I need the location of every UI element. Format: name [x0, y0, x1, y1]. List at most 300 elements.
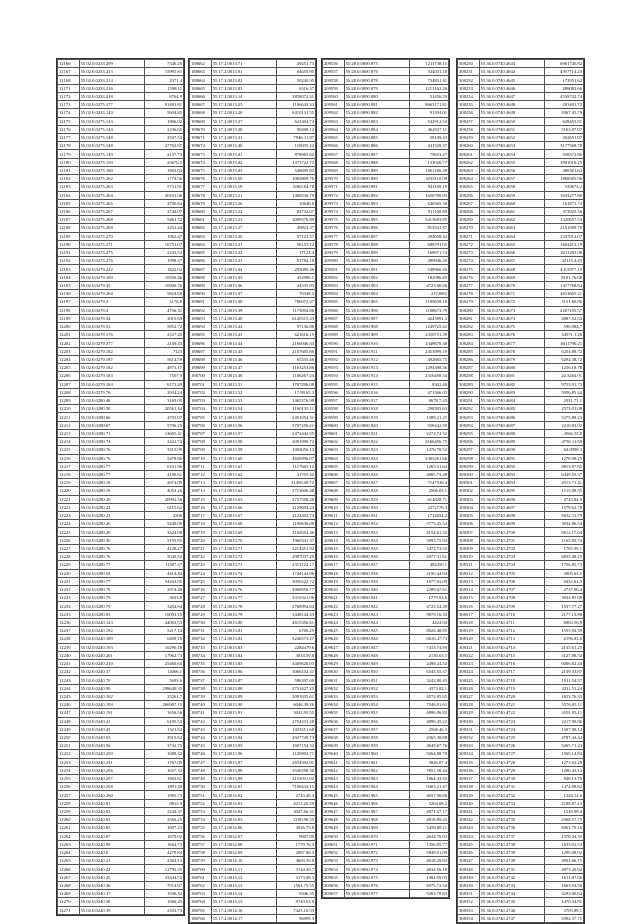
cadastral-number-cell: 55.17.2.0013.93: [211, 725, 276, 733]
cadastral-number-cell: 55.36.0.0740.4743: [479, 881, 544, 889]
table-row: [190, 133, 316, 141]
row-id-cell: 308316: [458, 602, 480, 610]
cadastral-number-cell: 55.36.0.0740.4643: [479, 60, 544, 68]
value-cell: 8665171.81: [409, 101, 448, 109]
row-id-cell: 12166: [58, 60, 80, 68]
table-row: [190, 446, 316, 454]
row-id-cell: 12209: [58, 396, 80, 404]
row-id-cell: 188761: [190, 873, 212, 881]
cadastral-number-cell: 55.36.0.0740.4688: [479, 429, 544, 437]
table-row: [323, 273, 449, 281]
value-cell: 3469626.03: [276, 659, 315, 667]
row-id-cell: 12230: [58, 569, 80, 577]
row-id-cell: 188701: [190, 380, 212, 388]
cadastral-number-cell: 55.36.0.0740.4735: [479, 816, 544, 824]
cadastral-number-cell: 55.02.0.0280.79: [79, 594, 144, 602]
table-row: [458, 750, 584, 758]
row-id-cell: 209588: [323, 323, 345, 331]
cadastral-number-cell: 55.02.0.0240.104: [79, 701, 144, 709]
table-row: [58, 314, 184, 322]
value-cell: 2077.31.61: [409, 553, 448, 561]
value-cell: 4818.89.43: [409, 816, 448, 824]
cadastral-number-cell: 55.36.0.0740.4652: [479, 133, 544, 141]
row-id-cell: 209646: [323, 799, 345, 807]
table-row: [58, 783, 184, 791]
row-id-cell: 209622: [323, 602, 345, 610]
cadastral-number-cell: 55.28.0.0000.887: [344, 150, 409, 158]
row-id-cell: 209636: [323, 717, 345, 725]
row-id-cell: 12194: [58, 273, 80, 281]
row-id-cell: 209631: [323, 676, 345, 684]
cadastral-number-cell: 55.02.0.0240.38: [79, 898, 144, 906]
cadastral-number-cell: 55.02.0.0275.270: [79, 232, 144, 240]
value-cell: 480301.64: [544, 166, 583, 174]
value-cell: 50240.95: [276, 76, 315, 84]
value-cell: 6545.55.37: [409, 668, 448, 676]
table-row: [458, 68, 584, 76]
row-id-cell: 12225: [58, 528, 80, 536]
table-row: [458, 183, 584, 191]
cadastral-number-cell: 55.36.0.0740.4680: [479, 364, 544, 372]
value-cell: 2498.24.54: [409, 659, 448, 667]
table-row: [323, 323, 449, 331]
table-row: [458, 602, 584, 610]
row-id-cell: 12206: [58, 372, 80, 380]
table-row: [323, 133, 449, 141]
table-row: [458, 109, 584, 117]
table-row: [58, 454, 184, 462]
value-cell: 1433551.68: [276, 725, 315, 733]
table-row: [190, 281, 316, 289]
value-cell: 3246573.27: [276, 635, 315, 643]
row-id-cell: 209597: [323, 396, 345, 404]
cadastral-number-cell: 55.02.0.0240.256: [79, 766, 144, 774]
cadastral-number-cell: 55.02.0.0279.100: [79, 273, 144, 281]
row-id-cell: 308288: [458, 372, 480, 380]
row-id-cell: 188685: [190, 249, 212, 257]
row-id-cell: 188712: [190, 470, 212, 478]
row-id-cell: 12252: [58, 750, 80, 758]
row-id-cell: 209579: [323, 249, 345, 257]
row-id-cell: 209586: [323, 306, 345, 314]
cadastral-number-cell: 55.28.0.0000.920: [344, 421, 409, 429]
row-id-cell: 209571: [323, 183, 345, 191]
cadastral-number-cell: 55.36.0.0740.4701: [479, 536, 544, 544]
cadastral-number-cell: 55.36.0.0740.4687: [479, 421, 544, 429]
table-row: [323, 701, 449, 709]
row-id-cell: 12259: [58, 807, 80, 815]
value-cell: 1663.94.56: [544, 881, 583, 889]
row-id-cell: 209587: [323, 314, 345, 322]
table-row: [458, 216, 584, 224]
value-cell: 172951.62: [544, 76, 583, 84]
table-row: [190, 602, 316, 610]
table-row: [458, 388, 584, 396]
value-cell: 3066102.31: [276, 668, 315, 676]
cadastral-number-cell: 55.02.0.0280.76: [79, 544, 144, 552]
table-row: [58, 92, 184, 100]
row-id-cell: 308281: [458, 314, 480, 322]
value-cell: 5775.45.54: [409, 520, 448, 528]
table-row: [58, 396, 184, 404]
value-cell: 558442.59: [409, 421, 448, 429]
cadastral-number-cell: 55.17.2.0013.42: [211, 158, 276, 166]
table-row: [458, 175, 584, 183]
table-row: [458, 117, 584, 125]
row-id-cell: 12204: [58, 355, 80, 363]
cadastral-number-cell: 55.17.2.0013.23: [211, 216, 276, 224]
table-row: [323, 355, 449, 363]
cadastral-number-cell: 55.02.0.0279.182: [79, 364, 144, 372]
cadastral-number-cell: 55.36.0.0740.4723: [479, 717, 544, 725]
table-row: [58, 158, 184, 166]
value-cell: 1278.98.25: [544, 454, 583, 462]
row-id-cell: 308311: [458, 561, 480, 569]
value-cell: 49823.37: [276, 224, 315, 232]
value-cell: 1417768.64: [544, 281, 583, 289]
table-row: [323, 175, 449, 183]
cadastral-number-cell: 55.02.0.0275.276: [79, 257, 144, 265]
table-row: [323, 388, 449, 396]
table-row: [458, 273, 584, 281]
cadastral-number-cell: 55.36.0.0740.4675: [479, 323, 544, 331]
cadastral-number-cell: 55.28.0.0000.903: [344, 281, 409, 289]
table-row: [190, 701, 316, 709]
table-row: [190, 355, 316, 363]
cadastral-number-cell: 55.36.0.0740.4740: [479, 857, 544, 865]
cadastral-number-cell: 55.17.2.0013.80: [211, 618, 276, 626]
value-cell: 2087.88.3: [276, 849, 315, 857]
row-id-cell: 308296: [458, 438, 480, 446]
row-id-cell: 308327: [458, 692, 480, 700]
cadastral-number-cell: 55.28.0.0000.965: [344, 791, 409, 799]
row-id-cell: 308250: [458, 60, 480, 68]
row-id-cell: 188738: [190, 684, 212, 692]
row-id-cell: 188718: [190, 520, 212, 528]
cadastral-number-cell: 55.17.2.0013.78: [211, 602, 276, 610]
cadastral-number-cell: 55.17.2.0013.79: [211, 610, 276, 618]
value-cell: 6115.62: [144, 503, 183, 511]
cadastral-number-cell: 55.17.2.0013.86: [211, 668, 276, 676]
value-cell: 6706.25: [276, 627, 315, 635]
row-id-cell: 308287: [458, 364, 480, 372]
row-id-cell: 12227: [58, 544, 80, 552]
row-id-cell: 188664: [190, 76, 212, 84]
table-row: [323, 429, 449, 437]
value-cell: 4723.90.66: [409, 281, 448, 289]
table-row: [58, 520, 184, 528]
row-id-cell: 308329: [458, 709, 480, 717]
value-cell: 1598.11: [144, 84, 183, 92]
table-row: [190, 635, 316, 643]
cadastral-number-cell: 55.28.0.0000.935: [344, 544, 409, 552]
value-cell: 9007.89: [276, 832, 315, 840]
row-id-cell: 12244: [58, 684, 80, 692]
cadastral-number-cell: 55.17.2.0013.53: [211, 396, 276, 404]
data-table: [322, 59, 449, 898]
table-row: [58, 249, 184, 257]
row-id-cell: 188683: [190, 232, 212, 240]
value-cell: 298395.63: [409, 405, 448, 413]
table-row: [458, 331, 584, 339]
value-cell: 2566.25: [144, 816, 183, 824]
table-row: [58, 742, 184, 750]
table-row: [458, 725, 584, 733]
cadastral-number-cell: 55.28.0.0000.881: [344, 101, 409, 109]
table-row: [190, 249, 316, 257]
row-id-cell: 188726: [190, 586, 212, 594]
value-cell: 1607154.32: [276, 742, 315, 750]
table-row: [323, 783, 449, 791]
table-row: [58, 512, 184, 520]
value-cell: 2368.57.75: [544, 816, 583, 824]
row-id-cell: 12229: [58, 561, 80, 569]
table-row: [190, 429, 316, 437]
cadastral-number-cell: 55.02.0.0240.210: [79, 659, 144, 667]
row-id-cell: 209566: [323, 142, 345, 150]
row-id-cell: 209625: [323, 627, 345, 635]
table-row: [323, 364, 449, 372]
value-cell: 539674.2: [544, 183, 583, 191]
row-id-cell: 12208: [58, 388, 80, 396]
value-cell: 11587.37: [144, 561, 183, 569]
row-id-cell: 209647: [323, 807, 345, 815]
value-cell: 2506: [144, 512, 183, 520]
table-row: [323, 76, 449, 84]
table-row: [458, 224, 584, 232]
cadastral-number-cell: 55.02.0.0233.214: [79, 76, 144, 84]
table-row: [190, 618, 316, 626]
row-id-cell: 308309: [458, 544, 480, 552]
row-id-cell: 12180: [58, 158, 80, 166]
row-id-cell: 209614: [323, 536, 345, 544]
table-row: [190, 199, 316, 207]
value-cell: 2009376.89: [276, 216, 315, 224]
table-row: [190, 676, 316, 684]
row-id-cell: 12189: [58, 232, 80, 240]
value-cell: 182986.85: [409, 273, 448, 281]
table-row: [323, 775, 449, 783]
value-cell: 373925.56: [544, 207, 583, 215]
row-id-cell: 308301: [458, 479, 480, 487]
row-id-cell: 12262: [58, 832, 80, 840]
table-row: [323, 470, 449, 478]
table-row: [323, 602, 449, 610]
cadastral-number-cell: 55.36.0.0740.4716: [479, 659, 544, 667]
value-cell: 3026.75.8: [276, 824, 315, 832]
value-cell: 2137.73: [144, 150, 183, 158]
value-cell: 4871.37.17: [409, 807, 448, 815]
cadastral-number-cell: 55.36.0.0740.4672: [479, 298, 544, 306]
value-cell: 2196.83.6: [544, 635, 583, 643]
table-row: [190, 109, 316, 117]
cadastral-number-cell: 55.28.0.0000.957: [344, 725, 409, 733]
cadastral-number-cell: 55.36.0.0740.4676: [479, 331, 544, 339]
row-id-cell: 12241: [58, 659, 80, 667]
cadastral-number-cell: 55.02.0.0280.77: [79, 470, 144, 478]
table-row: [458, 281, 584, 289]
cadastral-number-cell: 55.02.0.0280.76: [79, 553, 144, 561]
value-cell: 5664.88.78: [409, 750, 448, 758]
value-cell: 3649.67.76: [409, 742, 448, 750]
value-cell: 6120315.43: [276, 314, 315, 322]
row-id-cell: 209613: [323, 528, 345, 536]
value-cell: 3043.95.55: [276, 709, 315, 717]
table-row: [58, 199, 184, 207]
table-row: [190, 890, 316, 898]
data-table: [457, 59, 584, 923]
cadastral-number-cell: 55.02.0.0275.177: [79, 101, 144, 109]
cadastral-number-cell: 55.36.0.0740.4726: [479, 742, 544, 750]
table-row: [58, 602, 184, 610]
row-id-cell: 308276: [458, 273, 480, 281]
cadastral-number-cell: 55.28.0.0000.892: [344, 191, 409, 199]
table-row: [190, 586, 316, 594]
value-cell: 3129604.24: [276, 503, 315, 511]
cadastral-number-cell: 55.36.0.0740.4677: [479, 339, 544, 347]
cadastral-number-cell: 55.02.0.0275.149: [79, 150, 144, 158]
value-cell: 6294.38.72: [544, 355, 583, 363]
row-id-cell: 188680: [190, 207, 212, 215]
table-row: [58, 438, 184, 446]
row-id-cell: 209654: [323, 865, 345, 873]
value-cell: 91491.81: [144, 101, 183, 109]
cadastral-number-cell: 55.28.0.0000.949: [344, 659, 409, 667]
cadastral-number-cell: 55.02.0.0240.102: [79, 692, 144, 700]
cadastral-number-cell: 55.02.0.0275.267: [79, 207, 144, 215]
value-cell: 23261.7: [144, 692, 183, 700]
table-row: [190, 881, 316, 889]
table-row: [190, 314, 316, 322]
table-row: [458, 158, 584, 166]
row-id-cell: 209608: [323, 487, 345, 495]
row-id-cell: 209598: [323, 405, 345, 413]
row-id-cell: 308284: [458, 339, 480, 347]
table-row: [458, 429, 584, 437]
value-cell: 1465376.99: [276, 396, 315, 404]
table-row: [190, 832, 316, 840]
cadastral-number-cell: 55.02.0.0280.22: [79, 503, 144, 511]
table-row: [190, 462, 316, 470]
row-id-cell: 12193: [58, 265, 80, 273]
table-row: [323, 512, 449, 520]
row-id-cell: 308289: [458, 380, 480, 388]
table-row: [190, 775, 316, 783]
value-cell: 6173.49: [144, 380, 183, 388]
value-cell: 4279.84: [144, 849, 183, 857]
cadastral-number-cell: 55.28.0.0000.942: [344, 602, 409, 610]
cadastral-number-cell: 55.02.0.0240.143: [79, 618, 144, 626]
table-row: [58, 183, 184, 191]
row-id-cell: 12239: [58, 643, 80, 651]
cadastral-number-cell: 55.36.0.0740.4647: [479, 92, 544, 100]
table-row: [323, 849, 449, 857]
cadastral-number-cell: 55.02.0.0280.67: [79, 421, 144, 429]
row-id-cell: 188676: [190, 175, 212, 183]
table-row: [458, 635, 584, 643]
cadastral-number-cell: 55.02.0.0240.83: [79, 816, 144, 824]
row-id-cell: 308339: [458, 791, 480, 799]
row-id-cell: 12171: [58, 84, 80, 92]
row-id-cell: 308255: [458, 101, 480, 109]
table-row: [190, 339, 316, 347]
cadastral-number-cell: 55.28.0.0000.897: [344, 232, 409, 240]
row-id-cell: 12245: [58, 692, 80, 700]
cadastral-number-cell: 55.28.0.0000.945: [344, 627, 409, 635]
cadastral-number-cell: 55.36.0.0740.4684: [479, 396, 544, 404]
value-cell: 81784.18: [276, 257, 315, 265]
cadastral-number-cell: 55.17.2.0013.82: [211, 76, 276, 84]
table-row: [323, 561, 449, 569]
row-id-cell: 188667: [190, 101, 212, 109]
table-row: [58, 643, 184, 651]
value-cell: 9743.53.9: [276, 898, 315, 906]
row-id-cell: 188739: [190, 692, 212, 700]
cadastral-number-cell: 55.17.2.0013.51: [211, 380, 276, 388]
cadastral-number-cell: 55.17.2.0013.99: [211, 775, 276, 783]
value-cell: 1802.04: [144, 166, 183, 174]
table-row: [323, 709, 449, 717]
table-row: [458, 594, 584, 602]
value-cell: 4011796.21: [544, 339, 583, 347]
value-cell: 1779.93.6: [409, 594, 448, 602]
cadastral-number-cell: 55.28.0.0000.896: [344, 224, 409, 232]
value-cell: 9753.91.73: [544, 380, 583, 388]
value-cell: 2123302.74: [276, 512, 315, 520]
row-id-cell: 12173: [58, 101, 80, 109]
value-cell: 9346.35: [276, 890, 315, 898]
table-row: [190, 323, 316, 331]
table-row: [323, 314, 449, 322]
table-row: [323, 717, 449, 725]
table-row: [323, 733, 449, 741]
value-cell: 6316.37: [276, 84, 315, 92]
value-cell: 34571.1.26: [544, 331, 583, 339]
table-row: [58, 68, 184, 76]
value-cell: 2451054.31: [276, 413, 315, 421]
cadastral-number-cell: 55.17.2.0013.65: [211, 495, 276, 503]
row-id-cell: 188690: [190, 290, 212, 298]
value-cell: 621616.15: [276, 331, 315, 339]
value-cell: 1744144.86: [276, 569, 315, 577]
value-cell: 22.3264.91: [544, 372, 583, 380]
row-id-cell: 188695: [190, 331, 212, 339]
cadastral-number-cell: 55.36.0.0740.4717: [479, 668, 544, 676]
value-cell: 5193.85: [144, 536, 183, 544]
row-id-cell: 209593: [323, 364, 345, 372]
row-id-cell: 188674: [190, 158, 212, 166]
cadastral-number-cell: 55.17.2.0013.57: [211, 429, 276, 437]
table-row: [323, 890, 449, 898]
value-cell: 10093.15: [144, 610, 183, 618]
row-id-cell: 12202: [58, 339, 80, 347]
row-id-cell: 188754: [190, 816, 212, 824]
value-cell: 2337.45: [144, 331, 183, 339]
table-row: [323, 421, 449, 429]
table-row: [323, 487, 449, 495]
table-column-1: [56, 58, 185, 916]
row-id-cell: 12249: [58, 725, 80, 733]
cadastral-number-cell: 55.17.2.0013.89: [211, 692, 276, 700]
table-row: [190, 298, 316, 306]
row-id-cell: 308349: [458, 873, 480, 881]
row-id-cell: 209572: [323, 191, 345, 199]
row-id-cell: 209560: [323, 92, 345, 100]
value-cell: 1712654.2: [409, 512, 448, 520]
table-row: [58, 791, 184, 799]
value-cell: 2372882: [409, 290, 448, 298]
cadastral-number-cell: 55.36.0.0740.4644: [479, 68, 544, 76]
